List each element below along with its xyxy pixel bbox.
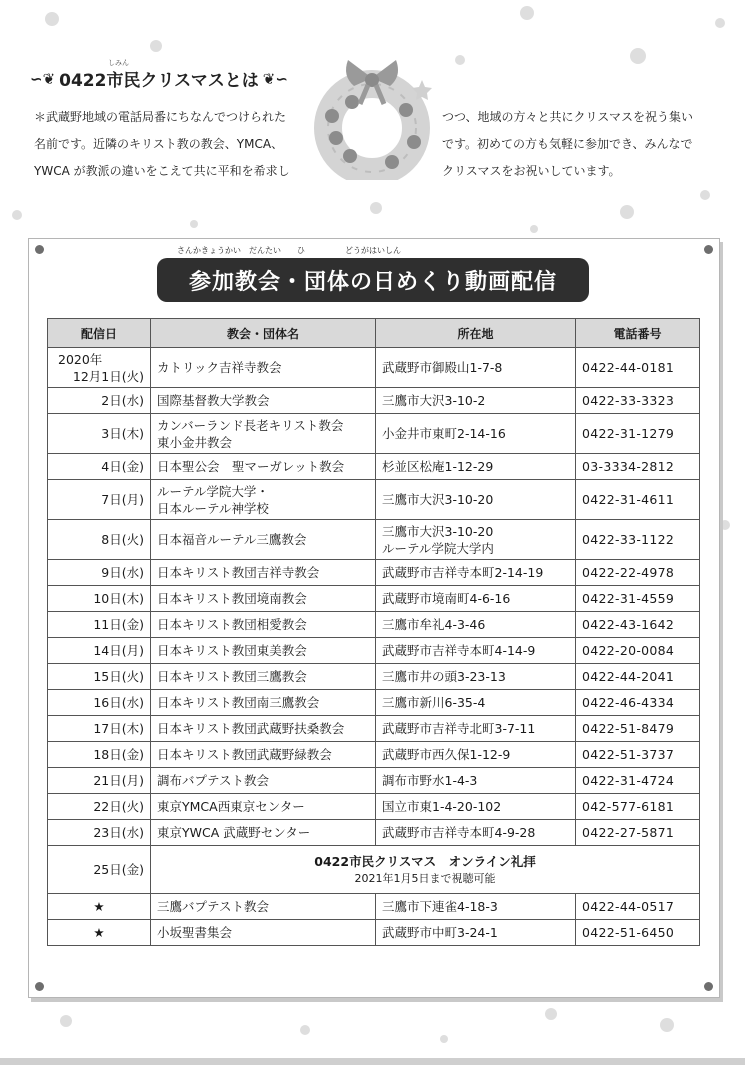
row-address: 武蔵野市吉祥寺本町4-9-28 — [376, 820, 576, 846]
row-name: 東京YMCA西東京センター — [151, 794, 376, 820]
row-date: 9日(水) — [48, 560, 151, 586]
snow-dot — [455, 55, 465, 65]
snow-dot — [700, 190, 710, 200]
row-name: 日本福音ルーテル三鷹教会 — [151, 520, 376, 560]
table-row — [48, 820, 700, 846]
row-phone: 0422-43-1642 — [576, 612, 700, 638]
table-row-online — [48, 846, 700, 894]
table-row — [48, 894, 700, 920]
row-address: 調布市野水1-4-3 — [376, 768, 576, 794]
row-phone: 042-577-6181 — [576, 794, 700, 820]
row-name-line: ルーテル学院大学・ — [157, 483, 269, 499]
table-row — [48, 454, 700, 480]
snow-dot — [720, 520, 730, 530]
row-phone: 0422-31-4559 — [576, 586, 700, 612]
intro-left-line: ＊武蔵野地域の電話局番にちなんでつけられた — [34, 110, 287, 124]
row-phone: 0422-44-0181 — [576, 348, 700, 388]
snow-dot — [150, 40, 162, 52]
table-row — [48, 480, 700, 520]
row-phone: 0422-31-4724 — [576, 768, 700, 794]
snow-dot — [370, 202, 382, 214]
row-name: 日本キリスト教団吉祥寺教会 — [151, 560, 376, 586]
header-phone: 電話番号 — [576, 319, 700, 348]
row-name: 日本キリスト教団武蔵野緑教会 — [151, 742, 376, 768]
row-phone: 0422-44-0517 — [576, 894, 700, 920]
row-date: 3日(木) — [48, 414, 151, 454]
row-address: 武蔵野市御殿山1-7-8 — [376, 348, 576, 388]
row-address: 三鷹市大沢3-10-20 — [376, 480, 576, 520]
row-address: 三鷹市牟礼4-3-46 — [376, 612, 576, 638]
row-address: 武蔵野市吉祥寺本町4-14-9 — [376, 638, 576, 664]
snow-dot — [60, 1015, 72, 1027]
row-name: 日本キリスト教団南三鷹教会 — [151, 690, 376, 716]
snow-dot — [620, 205, 634, 219]
row-address-line: ルーテル学院大学内 — [382, 540, 494, 556]
row-name: 東京YWCA 武蔵野センター — [151, 820, 376, 846]
table-row — [48, 414, 700, 454]
table-row — [48, 560, 700, 586]
row-date: 17日(木) — [48, 716, 151, 742]
pin-bottom-left — [35, 982, 44, 991]
row-date — [48, 348, 151, 388]
row-phone: 0422-22-4978 — [576, 560, 700, 586]
intro-title — [30, 66, 288, 91]
intro-right-text — [442, 104, 727, 185]
row-phone: 03-3334-2812 — [576, 454, 700, 480]
row-date-line: 12月1日(火) — [72, 368, 144, 384]
row-name-line: 東小金井教会 — [157, 434, 233, 450]
banner-title-text: 参加教会・団体の日めくり動画配信 — [188, 269, 557, 295]
online-service-cell — [151, 846, 700, 894]
bottom-border — [0, 1058, 745, 1065]
row-address: 小金井市東町2-14-16 — [376, 414, 576, 454]
row-address: 三鷹市井の頭3-23-13 — [376, 664, 576, 690]
row-date: 2日(水) — [48, 388, 151, 414]
header-address: 所在地 — [376, 319, 576, 348]
snow-dot — [520, 6, 534, 20]
pin-top-left — [35, 245, 44, 254]
row-name: 日本キリスト教団相愛教会 — [151, 612, 376, 638]
table-row — [48, 664, 700, 690]
table-row — [48, 716, 700, 742]
intro-left-line: 名前です。近隣のキリスト教の教会、YMCA、 — [34, 137, 284, 151]
banner-ruby: さんかきょうかい だんたい ひ どうがはいしん — [177, 246, 401, 255]
row-phone: 0422-31-4611 — [576, 480, 700, 520]
snow-dot — [12, 210, 22, 220]
row-date: 25日(金) — [48, 846, 151, 894]
intro-right-line: です。初めての方も気軽に参加でき、みんなで — [442, 137, 693, 151]
row-phone: 0422-20-0084 — [576, 638, 700, 664]
wreath-icon — [310, 30, 440, 180]
row-phone: 0422-27-5871 — [576, 820, 700, 846]
pin-bottom-right — [704, 982, 713, 991]
snow-dot — [45, 12, 59, 26]
online-service-note: 2021年1月5日まで視聴可能 — [354, 871, 496, 885]
row-date: 4日(金) — [48, 454, 151, 480]
row-date: 10日(木) — [48, 586, 151, 612]
intro-left-line: YWCA が教派の違いをこえて共に平和を希求し — [34, 164, 290, 178]
row-address: 杉並区松庵1-12-29 — [376, 454, 576, 480]
snow-dot — [530, 225, 538, 233]
row-phone: 0422-46-4334 — [576, 690, 700, 716]
row-name: 日本キリスト教団三鷹教会 — [151, 664, 376, 690]
snow-dot — [440, 1035, 448, 1043]
intro-title-text: 0422市民クリスマスとは — [59, 71, 259, 91]
row-phone: 0422-33-3323 — [576, 388, 700, 414]
row-date: 11日(金) — [48, 612, 151, 638]
table-row — [48, 768, 700, 794]
schedule-card — [28, 238, 720, 998]
table-row — [48, 690, 700, 716]
row-name-line: カンバーランド長老キリスト教会 — [157, 417, 344, 433]
row-name: 日本キリスト教団東美教会 — [151, 638, 376, 664]
row-address-line: 三鷹市大沢3-10-20 — [382, 523, 494, 539]
snow-dot — [545, 1008, 557, 1020]
row-name — [151, 414, 376, 454]
intro-right-line: クリスマスをお祝いしています。 — [442, 164, 621, 178]
online-service-title: 0422市民クリスマス オンライン礼拝 — [314, 853, 536, 869]
intro-left-text — [34, 104, 314, 185]
table-row — [48, 388, 700, 414]
flourish-right-icon: ❦∽ — [262, 69, 288, 88]
intro-right-line: つつ、地域の方々と共にクリスマスを祝う集い — [442, 110, 694, 124]
table-row — [48, 742, 700, 768]
snow-dot — [660, 1018, 674, 1032]
row-address: 三鷹市新川6-35-4 — [376, 690, 576, 716]
row-phone: 0422-33-1122 — [576, 520, 700, 560]
snow-dot — [190, 220, 198, 228]
row-phone: 0422-31-1279 — [576, 414, 700, 454]
table-row — [48, 612, 700, 638]
header-date: 配信日 — [48, 319, 151, 348]
row-date: 7日(月) — [48, 480, 151, 520]
table-row — [48, 520, 700, 560]
row-address: 三鷹市大沢3-10-2 — [376, 388, 576, 414]
row-star-icon: ★ — [48, 894, 151, 920]
intro-title-ruby: しみん — [108, 59, 129, 67]
row-name-line: 日本ルーテル神学校 — [157, 500, 269, 516]
table-row — [48, 638, 700, 664]
snow-dot — [630, 48, 646, 64]
row-address: 武蔵野市吉祥寺本町2-14-19 — [376, 560, 576, 586]
row-name: 日本聖公会 聖マーガレット教会 — [151, 454, 376, 480]
row-date: 18日(金) — [48, 742, 151, 768]
row-name — [151, 480, 376, 520]
header-name: 教会・団体名 — [151, 319, 376, 348]
row-name: 日本キリスト教団境南教会 — [151, 586, 376, 612]
row-date: 23日(水) — [48, 820, 151, 846]
row-star-icon: ★ — [48, 920, 151, 946]
row-address: 三鷹市下連雀4-18-3 — [376, 894, 576, 920]
row-name: 日本キリスト教団武蔵野扶桑教会 — [151, 716, 376, 742]
row-address: 国立市東1-4-20-102 — [376, 794, 576, 820]
row-address — [376, 520, 576, 560]
row-address: 武蔵野市吉祥寺北町3-7-11 — [376, 716, 576, 742]
pin-top-right — [704, 245, 713, 254]
row-name: 調布バプテスト教会 — [151, 768, 376, 794]
row-date: 8日(火) — [48, 520, 151, 560]
row-phone: 0422-44-2041 — [576, 664, 700, 690]
snow-dot — [300, 1025, 310, 1035]
table-header-row — [48, 319, 700, 348]
asterisk-icon: ＊ — [34, 110, 47, 124]
row-name: カトリック吉祥寺教会 — [151, 348, 376, 388]
row-date: 16日(水) — [48, 690, 151, 716]
row-phone: 0422-51-3737 — [576, 742, 700, 768]
banner-title — [157, 258, 589, 302]
row-name: 小坂聖書集会 — [151, 920, 376, 946]
row-date: 21日(月) — [48, 768, 151, 794]
table-row — [48, 920, 700, 946]
snow-dot — [715, 18, 725, 28]
table-row — [48, 794, 700, 820]
row-date-line: 2020年 — [58, 351, 103, 367]
table-row — [48, 586, 700, 612]
flourish-left-icon: ∽❦ — [30, 69, 56, 88]
row-address: 武蔵野市境南町4-6-16 — [376, 586, 576, 612]
row-phone: 0422-51-8479 — [576, 716, 700, 742]
row-name: 国際基督教大学教会 — [151, 388, 376, 414]
row-date: 15日(火) — [48, 664, 151, 690]
row-date: 22日(火) — [48, 794, 151, 820]
row-phone: 0422-51-6450 — [576, 920, 700, 946]
row-date: 14日(月) — [48, 638, 151, 664]
table-row — [48, 348, 700, 388]
row-address: 武蔵野市中町3-24-1 — [376, 920, 576, 946]
row-address: 武蔵野市西久保1-12-9 — [376, 742, 576, 768]
schedule-table — [47, 318, 700, 946]
row-name: 三鷹バプテスト教会 — [151, 894, 376, 920]
